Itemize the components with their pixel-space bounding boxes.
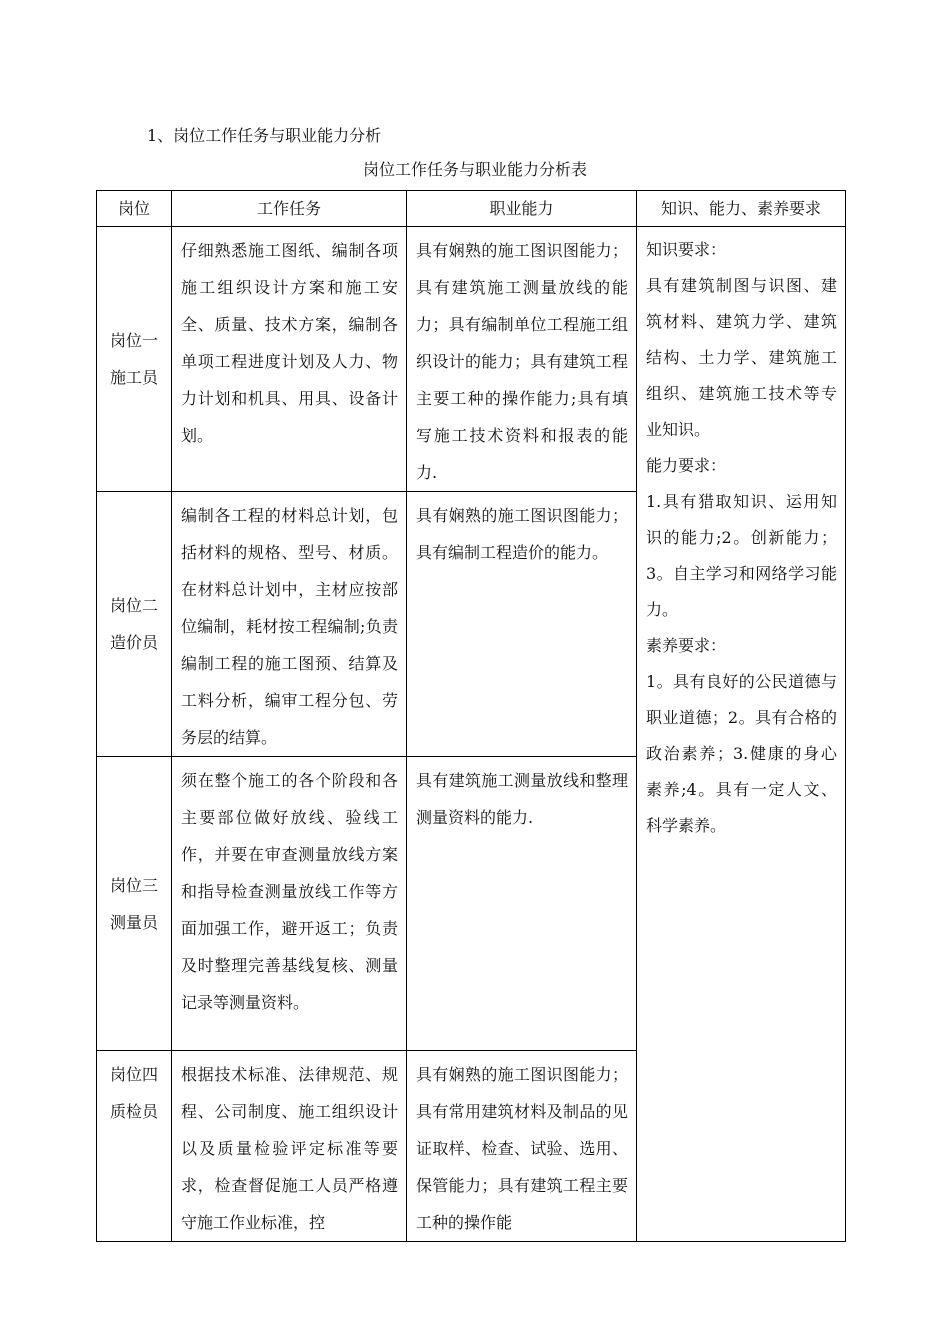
post-title: 施工员 [109, 368, 158, 387]
ability-title: 能力要求： [646, 456, 727, 475]
post-title: 造价员 [109, 633, 158, 652]
post-title: 质检员 [109, 1102, 158, 1121]
column-header-ability: 职业能力 [407, 191, 637, 227]
table-header-row [97, 191, 846, 227]
analysis-table [96, 190, 846, 1242]
post-cell [97, 227, 172, 492]
post-number: 岗位一 [109, 331, 158, 350]
ability-cell: 具有娴熟的施工图识图能力；具有建筑施工测量放线的能力；具有编制单位工程施工组织设计的能力；具有建筑工程主要工种的操作能力;具有填写施工技术资料和报表的能力. [407, 227, 637, 492]
requirements-cell [637, 227, 846, 1242]
post-cell [97, 492, 172, 757]
task-cell: 根据技术标准、法律规范、规程、公司制度、施工组织设计以及质量检验评定标准等要求，检查督促施工人员严格遵守施工作业标准，控 [172, 1051, 407, 1242]
post-number: 岗位二 [109, 596, 158, 615]
ability-cell: 具有建筑施工测量放线和整理测量资料的能力. [407, 757, 637, 1051]
post-cell [97, 757, 172, 1051]
task-cell: 编制各工程的材料总计划，包括材料的规格、型号、材质。在材料总计划中，主材应按部位编制，耗材按工程编制;负责编制工程的施工图预、结算及工料分析，编审工程分包、劳务层的结算。 [172, 492, 407, 757]
post-number: 岗位四 [109, 1065, 158, 1084]
post-number: 岗位三 [109, 875, 158, 895]
table-row [97, 227, 846, 492]
column-header-requirements: 知识、能力、素养要求 [637, 191, 846, 227]
post-cell [97, 1051, 172, 1242]
task-cell: 须在整个施工的各个阶段和各主要部位做好放线、验线工作，并要在审查测量放线方案和指导检查测量放线工作等方面加强工作，避开返工；负责及时整理完善基线复核、测量记录等测量资料。 [172, 757, 407, 1051]
table-caption: 岗位工作任务与职业能力分析表 [362, 160, 587, 179]
knowledge-text: 具有建筑制图与识图、建筑材料、建筑力学、建筑结构、土力学、建筑施工组织、建筑施工技术等专业知识。 [646, 276, 837, 439]
column-header-task: 工作任务 [172, 191, 407, 227]
column-header-post: 岗位 [97, 191, 172, 227]
quality-title: 素养要求： [646, 636, 727, 655]
knowledge-title: 知识要求： [646, 240, 727, 259]
quality-text: 1。具有良好的公民道德与职业道德；2。具有合格的政治素养；3.健康的身心素养;4。具有一定人文、科学素养。 [646, 672, 837, 835]
section-heading: 1、岗位工作任务与职业能力分析 [147, 126, 382, 145]
task-cell: 仔细熟悉施工图纸、编制各项施工组织设计方案和施工安全、质量、技术方案，编制各单项工程进度计划及人力、物力计划和机具、用具、设备计划。 [172, 227, 407, 492]
ability-text: 1.具有猎取知识、运用知识的能力;2。创新能力；3。自主学习和网络学习能力。 [646, 492, 837, 619]
ability-cell: 具有娴熟的施工图识图能力；具有常用建筑材料及制品的见证取样、检查、试验、选用、保管能力；具有建筑工程主要工种的操作能 [407, 1051, 637, 1242]
ability-cell: 具有娴熟的施工图识图能力；具有编制工程造价的能力。 [407, 492, 637, 757]
post-title: 测量员 [109, 912, 158, 932]
